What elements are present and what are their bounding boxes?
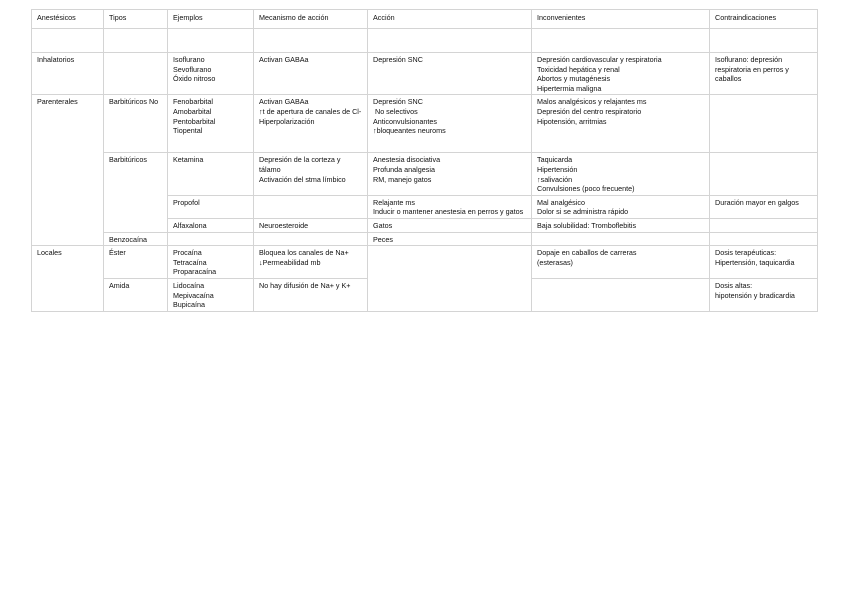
- accion-cell: Anestesia disociativa Profunda analgesia RM, manejo gatos: [368, 153, 532, 195]
- ejemplos-cell: Procaína Tetracaína Proparacaína: [168, 246, 254, 279]
- group-cell: Inhalatorios: [32, 53, 104, 95]
- header-ejemplos: Ejemplos: [168, 10, 254, 29]
- accion-cell: Depresión SNC No selectivos Anticonvulsionantes ↑bloqueantes neuroms: [368, 95, 532, 153]
- header-contraindicaciones: Contraindicaciones: [710, 10, 818, 29]
- group-cell: Locales: [32, 246, 104, 312]
- ejemplos-cell: Lidocaína Mepivacaína Bupicaína: [168, 278, 254, 311]
- contraindicaciones-cell: [710, 153, 818, 195]
- spacer-row: [32, 29, 818, 53]
- anesthetics-table: [31, 9, 818, 312]
- contraindicaciones-cell: [710, 218, 818, 232]
- contraindicaciones-cell: Isoflurano: depresión respiratoria en perros y caballos: [710, 53, 818, 95]
- table-row: [32, 232, 818, 246]
- tipo-cell: Éster: [104, 246, 168, 279]
- header-inconvenientes: Inconvenientes: [532, 10, 710, 29]
- header-mecanismo: Mecanismo de acción: [254, 10, 368, 29]
- tipo-cell: Barbitúricos: [104, 153, 168, 232]
- mecanismo-cell: Activan GABAa ↑t de apertura de canales de Cl- Hiperpolarización: [254, 95, 368, 153]
- header-tipos: Tipos: [104, 10, 168, 29]
- ejemplos-cell: Propofol: [168, 195, 254, 218]
- inconvenientes-cell: [532, 232, 710, 246]
- ejemplos-cell: Alfaxalona: [168, 218, 254, 232]
- contraindicaciones-cell: [710, 232, 818, 246]
- accion-cell: [368, 246, 532, 312]
- inconvenientes-cell: Taquicarda Hipertensión ↑salivación Convulsiones (poco frecuente): [532, 153, 710, 195]
- mecanismo-cell: Neuroesteroide: [254, 218, 368, 232]
- inconvenientes-cell: Malos analgésicos y relajantes ms Depresión del centro respiratorio Hipotensión, arritmias: [532, 95, 710, 153]
- inconvenientes-cell: Depresión cardiovascular y respiratoria Toxicidad hepática y renal Abortos y mutagénesis Hipertermia maligna: [532, 53, 710, 95]
- accion-cell: Gatos: [368, 218, 532, 232]
- table-row: [32, 95, 818, 153]
- table-row: [32, 153, 818, 195]
- contraindicaciones-cell: Dosis terapéuticas: Hipertensión, taquicardia: [710, 246, 818, 279]
- ejemplos-cell: Isoflurano Sevoflurano Óxido nitroso: [168, 53, 254, 95]
- mecanismo-cell: [254, 195, 368, 218]
- contraindicaciones-cell: Duración mayor en galgos: [710, 195, 818, 218]
- mecanismo-cell: Activan GABAa: [254, 53, 368, 95]
- mecanismo-cell: No hay difusión de Na+ y K+: [254, 278, 368, 311]
- accion-cell: Depresión SNC: [368, 53, 532, 95]
- ejemplos-cell: Ketamina: [168, 153, 254, 195]
- mecanismo-cell: [254, 232, 368, 246]
- inconvenientes-cell: [532, 278, 710, 311]
- tipo-cell: Amida: [104, 278, 168, 311]
- header-row: [32, 10, 818, 29]
- mecanismo-cell: Depresión de la corteza y tálamo Activación del stma límbico: [254, 153, 368, 195]
- accion-cell: Relajante ms Inducir o mantener anestesia en perros y gatos: [368, 195, 532, 218]
- tipo-cell: Barbitúricos No: [104, 95, 168, 153]
- header-accion: Acción: [368, 10, 532, 29]
- tipo-cell: [104, 53, 168, 95]
- inconvenientes-cell: Baja solubilidad: Tromboflebitis: [532, 218, 710, 232]
- tipo-cell: Benzocaína: [104, 232, 168, 246]
- header-anestesicos: Anestésicos: [32, 10, 104, 29]
- accion-cell: Peces: [368, 232, 532, 246]
- mecanismo-cell: Bloquea los canales de Na+ ↓Permeabilidad mb: [254, 246, 368, 279]
- table-row: [32, 53, 818, 95]
- inconvenientes-cell: Dopaje en caballos de carreras (esterasas): [532, 246, 710, 279]
- group-cell: Parenterales: [32, 95, 104, 246]
- table-row: [32, 246, 818, 279]
- inconvenientes-cell: Mal analgésico Dolor si se administra rápido: [532, 195, 710, 218]
- contraindicaciones-cell: Dosis altas: hipotensión y bradicardia: [710, 278, 818, 311]
- ejemplos-cell: [168, 232, 254, 246]
- ejemplos-cell: Fenobarbital Amobarbital Pentobarbital Tiopental: [168, 95, 254, 153]
- contraindicaciones-cell: [710, 95, 818, 153]
